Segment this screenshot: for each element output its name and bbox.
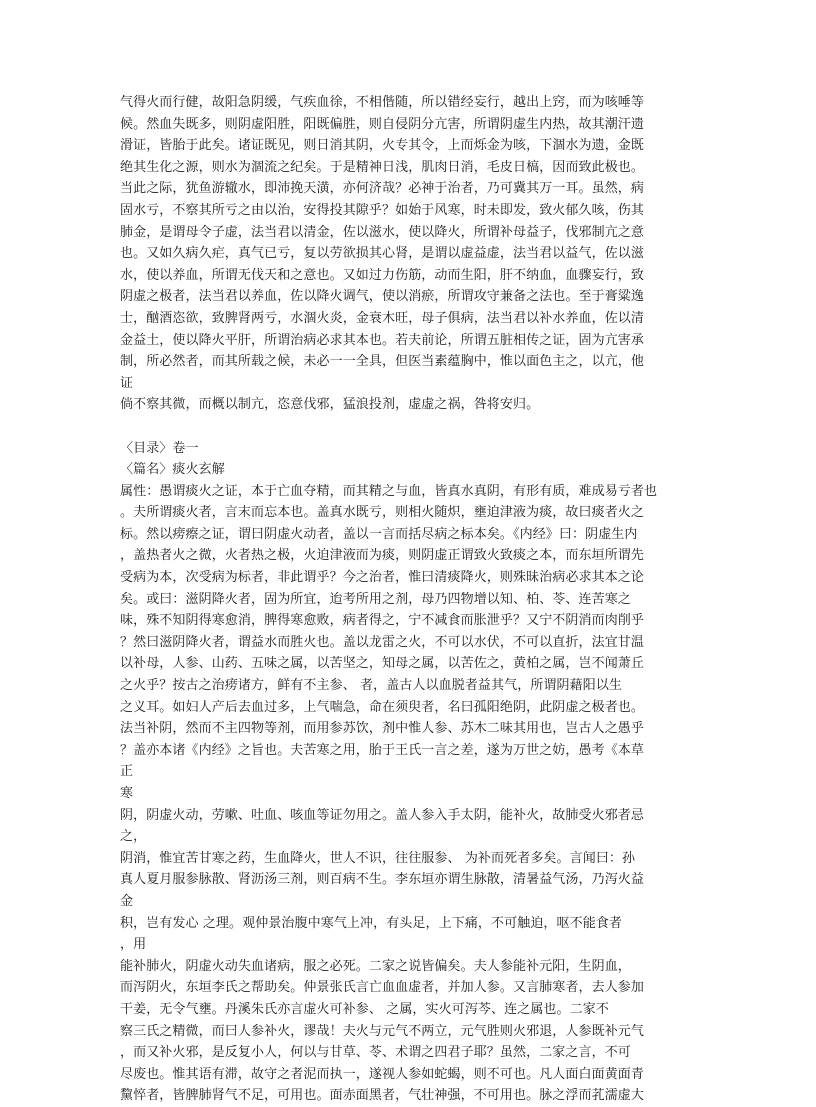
text-line: 证 (120, 375, 134, 391)
text-line: 受病为本，次受病为标者，非此谓乎？今之治者，惟曰清痰降火，则殊昧治病必求其本之论 (120, 570, 645, 586)
text-line: 。夫所谓痰火者，言末而忘本也。盖真水既亏，则相火随炽，壅迫津液为痰，故曰痰者火之 (120, 505, 645, 521)
text-line: ？盖亦本诸《内经》之旨也。夫苦寒之用，胎于王氏一言之差，遂为万世之妨，愚考《本草 (120, 742, 645, 758)
chapter-heading: 〈篇名〉痰火玄解 (120, 462, 225, 478)
text-line: ，用 (120, 937, 147, 953)
text-line: 阴消，惟宜苦甘寒之药，生血降火，世人不识，往往服参、 为补而死者多矣。言闻曰：孙 (120, 850, 636, 866)
blank-line (120, 416, 698, 438)
paragraph-2 (120, 481, 698, 1107)
text-line: 候。然血失既多，则阴虚阳胜，阳既偏胜，则自侵阴分亢害，所谓阴虚生内热，故其潮汗遗 (120, 116, 645, 132)
text-line: 绝其生化之源，则水为涸流之纪矣。于是精神日浅，肌肉日消，毛皮日槁，因而致此极也。 (120, 159, 645, 175)
text-line: 寒 (120, 786, 134, 801)
text-line: 气得火而行健，故阳急阴缓，气疾血徐，不相偕随，所以错经妄行，越出上窍，而为咳唾等 (120, 95, 645, 110)
text-line: 能补肺火，阴虚火动失血诸病，服之必死。二家之说皆偏矣。夫人参能补元阳，生阴血， (120, 958, 631, 974)
text-line: 阴虚之极者，法当君以养血，佐以降火调气，使以消瘀，所谓攻守兼备之法也。至于膏粱逸 (120, 289, 645, 305)
text-line: 也。又如久病久疟，真气已亏，复以劳欲损其心肾，是谓以虚益虚，法当君以益气，佐以滋 (120, 246, 645, 262)
text-line: 之义耳。如妇人产后去血过多，上气喘急，命在须臾者，名曰孤阳绝阴，此阴虚之极者也。 (120, 699, 645, 715)
text-line: 黧悴者，皆脾肺肾气不足，可用也。面赤面黑者，气壮神强，不可用也。脉之浮而芤濡虚大 (120, 1088, 645, 1104)
text-line: 真人夏月服参脉散、肾沥汤三剂，则百病不生。李东垣亦谓生脉散，清暑益气汤，乃泻火益 (120, 872, 645, 888)
document-page (120, 92, 698, 1107)
text-line: 而泻阴火，东垣李氏之帮助矣。仲景张氏言亡血血虚者，并加人参。又言肺寒者，去人参加 (120, 980, 645, 996)
text-line: 属性：愚谓痰火之证，本于亡血夺精，而其精之与血，皆真水真阴，有形有质，难成易亏者也 (120, 483, 658, 499)
text-line: 当此之际，犹鱼游辙水，即沛挽天潢，亦何济哉？必神于治者，乃可冀其万一耳。虽然，病 (120, 181, 645, 197)
text-line: 倘不察其微，而概以制亢，恣意伐邪，猛浪投剂，虚虚之祸，咎将安归。 (120, 397, 540, 413)
text-line: 以补母，人参、山药、五味之属，以苦坚之，知母之属，以苦佐之，黄柏之属，岂不闻萧丘 (120, 656, 645, 672)
text-line: 金益土，使以降火平肝，所谓治病必求其本也。若夫前论，所谓五脏相传之证，固为亢害承 (120, 332, 645, 348)
text-line: 肺金，是谓母令子虚，法当君以清金，佐以滋水，使以降火，所谓补母益子，伐邪制亢之意 (120, 224, 645, 240)
text-line: 矣。或曰：滋阴降火者，固为所宜，迨考所用之剂，母乃四物增以知、柏、苓、连苦寒之 (120, 591, 631, 607)
text-line: 阴，阴虚火动，劳嗽、吐血、咳血等证勿用之。盖人参入手太阴，能补火，故肺受火邪者忌 (120, 807, 645, 823)
text-line: 金 (120, 893, 134, 909)
text-line: 制，所必然者，而其所载之候，未必一一全具，但医当素蕴胸中，惟以面色主之，以亢，他 (120, 354, 645, 370)
text-line: 之火乎？按古之治痨诸方，鲜有不主参、 者，盖古人以血脱者益其气，所谓阴藉阳以生 (120, 678, 623, 694)
paragraph-1 (120, 92, 698, 416)
text-line: 标。然以痨瘵之证，谓曰阴虚火动者，盖以一言而括尽病之标本矣。《内经》曰：阴虚生内 (120, 526, 638, 542)
text-line: 尽废也。惟其语有滞，故守之者泥而执一，遂视人参如蛇蝎，则不可也。凡人面白面黄面青 (120, 1066, 645, 1082)
text-line: ，而又补火邪，是反复小人，何以与甘草、苓、术谓之四君子耶？虽然，二家之言，不可 (120, 1045, 631, 1061)
text-line: ，盖热者火之微，火者热之极，火迫津液而为痰，则阴虚正谓致火致痰之本，而东垣所谓先 (120, 548, 645, 564)
text-line: 之， (120, 829, 147, 845)
catalog-heading: 〈目录〉卷一 (120, 440, 199, 456)
text-line: 干姜，无令气壅。丹溪朱氏亦言虚火可补参、 之属，实火可泻芩、连之属也。二家不 (120, 1001, 609, 1017)
text-line: 法当补阴，然而不主四物等剂，而用参苏饮，剂中惟人参、苏木二味其用也，岂古人之愚乎 (120, 721, 645, 737)
text-line: 士，酗酒恣欲，致脾肾两亏，水涸火炎，金衰木旺，母子俱病，法当君以补水养血，佐以清 (120, 310, 645, 326)
text-line: 正 (120, 764, 134, 780)
text-line: 滑证，皆胎于此矣。诸证既见，则日消其阴，火专其令，上而烁金为咳，下涸水为遗，金既 (120, 138, 645, 154)
text-line: 固水亏，不察其所亏之由以治，安得投其隙乎？如始于风寒，时未即发，致火郁久咳，伤其 (120, 202, 645, 218)
text-line: 味，殊不知阴得寒愈消，脾得寒愈败，病者得之，宁不减食而胀泄乎？又宁不阴消而肉削乎 (120, 613, 645, 629)
text-line: 积，岂有发心 之理。观仲景治腹中寒气上冲，有头足，上下痛，不可触迫，呕不能食者 (120, 915, 623, 931)
text-line: ？然曰滋阴降火者，谓益水而胜火也。盖以龙雷之火，不可以水伏，不可以直折，法宜甘温 (120, 634, 645, 650)
text-line: 水，使以养血，所谓无伐天和之意也。又如过力伤筋，动而生阳，肝不纳血，血骤妄行，致 (120, 267, 645, 283)
text-line: 察三氏之精微，而曰人参补火，谬哉！夫火与元气不两立，元气胜则火邪退，人参既补元气 (120, 1023, 645, 1039)
